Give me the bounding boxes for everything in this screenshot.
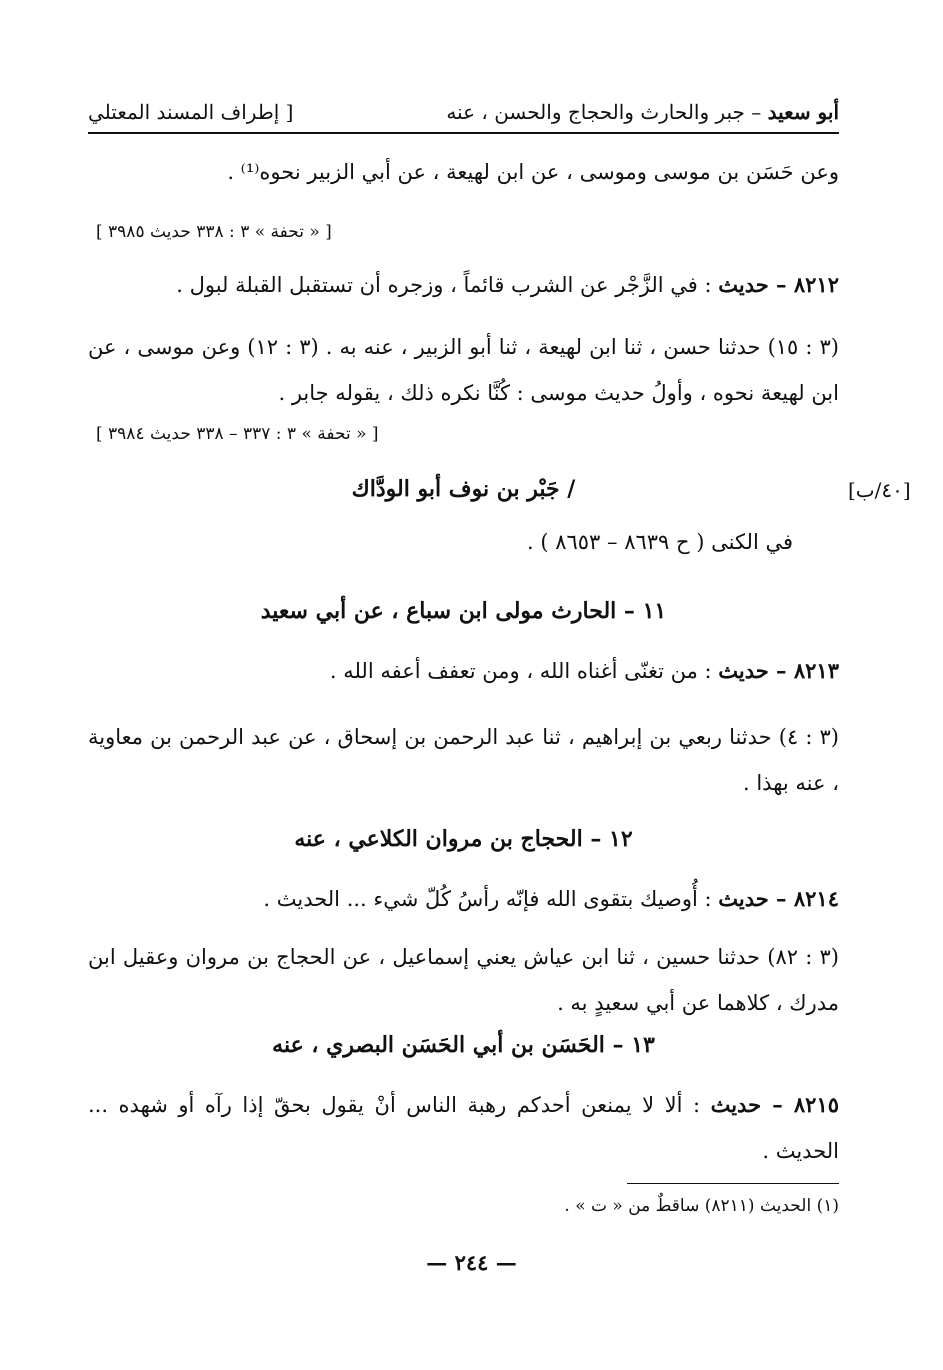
header-subject: – جبر والحارث والحجاج والحسن ، عنه [446,100,768,124]
header-right [446,100,839,124]
hadith-8213-isnad: (٣ : ٤) حدثنا ربعي بن إبراهيم ، ثنا عبد الرحمن بن إسحاق ، عن عبد الرحمن بن معاوية ، عنه بهذا . [88,725,839,795]
hadith-number: ٨٢١٢ – حديث [718,272,839,297]
hadith-8212-heading [88,272,839,297]
kuna-reference: في الكنى ( ح ٨٦٣٩ – ٨٦٥٣ ) . [527,530,793,554]
section-title-11: ١١ – الحارث مولى ابن سباع ، عن أبي سعيد [260,598,667,624]
hadith-text: : ألا لا يمنعن أحدكم رهبة الناس أنْ يقول بحقّ إذا رآه أو شهده ... الحديث . [88,1093,839,1163]
header-book-title: [ إطراف المسند المعتلي [88,100,294,124]
hadith-8214-heading [88,886,839,911]
footnote-rule [627,1183,839,1184]
hadith-8214-isnad: (٣ : ٨٢) حدثنا حسين ، ثنا ابن عياش يعني إسماعيل ، عن الحجاج بن مروان وعقيل ابن مدرك ، كلاهما عن أبي سعيدٍ به . [88,945,839,1015]
reference-tuhfa-3985: [ « تحفة » ٣ : ٣٣٨ حديث ٣٩٨٥ ] [96,222,332,242]
reference-tuhfa-3984: [ « تحفة » ٣ : ٣٣٧ – ٣٣٨ حديث ٣٩٨٤ ] [96,424,379,444]
section-title-12: ١٢ – الحجاج بن مروان الكلاعي ، عنه [294,826,633,852]
folio-margin-note: [٤٠/ب] [848,478,911,502]
hadith-text: : في الزَّجْر عن الشرب قائماً ، وزجره أن تستقبل القبلة لبول . [176,273,719,297]
page-number: — ٢٤٤ — [426,1250,517,1275]
footnote-1: (١) الحديث (٨٢١١) ساقطٌ من « ت » . [564,1196,839,1216]
section-title-13: ١٣ – الحَسَن بن أبي الحَسَن البصري ، عنه [272,1032,655,1058]
header-author: أبو سعيد [767,100,839,124]
hadith-text: : أُوصيك بتقوى الله فإنّه رأسُ كُلّ شيء ... الحديث . [263,887,719,911]
hadith-8215-heading [88,1082,839,1174]
section-title-jabr: / جَبْر بن نوف أبو الودَّاك [351,476,576,502]
hadith-8212-isnad: (٣ : ١٥) حدثنا حسن ، ثنا ابن لهيعة ، ثنا أبو الزبير ، عنه به . (٣ : ١٢) وعن موسى ، عن ابن لهيعة نحوه ، وأولُ حديث موسى : كُنَّا نكره ذلك ، يقوله جابر . [88,335,839,405]
hadith-8213-heading [88,658,839,683]
hadith-number: ٨٢١٤ – حديث [718,886,839,911]
hadith-number: ٨٢١٣ – حديث [718,658,839,683]
hadith-text: : من تغنّى أغناه الله ، ومن تعفف أعفه الله . [329,659,719,683]
text-line-continuation: وعن حَسَن بن موسى وموسى ، عن ابن لهيعة ، عن أبي الزبير نحوه⁽¹⁾ . [227,160,839,184]
running-header [88,92,839,134]
hadith-number: ٨٢١٥ – حديث [710,1092,840,1117]
